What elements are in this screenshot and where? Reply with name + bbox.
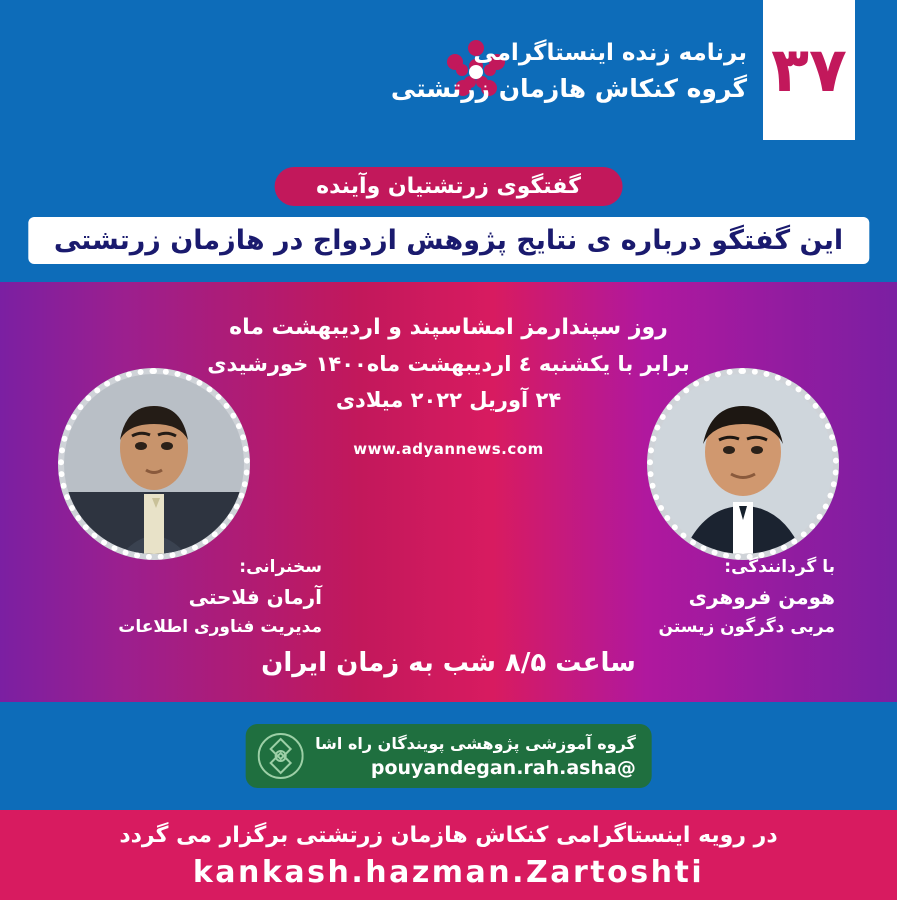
topic-pill: گفتگوی زرتشتیان وآینده <box>274 167 623 206</box>
sponsor-badge <box>245 724 652 788</box>
date-line-1: روز سپندارمز امشاسپند و اردیبهشت ماه <box>229 315 668 340</box>
subtitle-bar: این گفتگو درباره ی نتایج پژوهش ازدواج در هازمان زرتشتی <box>28 217 869 264</box>
asha-knot-logo-icon <box>257 733 303 779</box>
episode-number: ۳۷ <box>771 33 847 106</box>
speaker-role: سخنرانی: <box>239 557 322 577</box>
speaker-photo <box>58 368 250 560</box>
title-section <box>0 145 897 280</box>
sponsor-handle: @pouyandegan.rah.asha <box>370 757 636 779</box>
header-line-1: برنامه زنده اینستاگرامی <box>473 40 747 66</box>
header-band <box>0 0 897 145</box>
footer-handle: kankash.hazman.Zartoshti <box>192 855 705 890</box>
date-line-2: برابر با یکشنبه ٤ اردیبهشت ماه۱۴۰۰ خورشیدی <box>207 352 690 376</box>
watermark-url: www.adyannews.com <box>353 440 544 458</box>
host-job: مربی دگرگون زیستن <box>658 617 835 637</box>
speaker-caption <box>62 552 322 642</box>
header-line-2: گروه کنکاش هازمان زرتشتی <box>390 74 747 103</box>
footer-strip <box>0 810 897 900</box>
event-time: ساعت ۸/۵ شب به زمان ایران <box>261 648 636 678</box>
sponsor-line-1: گروه آموزشی پژوهشی پویندگان راه اشا <box>315 734 636 753</box>
episode-number-badge <box>763 0 855 140</box>
host-name: هومن فروهری <box>688 585 835 609</box>
footer-band <box>0 702 897 900</box>
host-role: با گردانندگی: <box>724 557 835 577</box>
speaker-job: مدیریت فناوری اطلاعات <box>118 617 322 637</box>
header-text <box>391 36 747 108</box>
speaker-name: آرمان فلاحتی <box>188 585 322 609</box>
footer-line-1: در رویه اینستاگرامی کنکاش هازمان زرتشتی برگزار می گردد <box>119 823 778 848</box>
host-photo <box>647 368 839 560</box>
host-caption <box>575 552 835 642</box>
event-panel <box>0 282 897 702</box>
sponsor-text <box>315 732 636 780</box>
date-line-3: ۲۴ آوریل ۲۰۲۲ میلادی <box>335 388 562 412</box>
